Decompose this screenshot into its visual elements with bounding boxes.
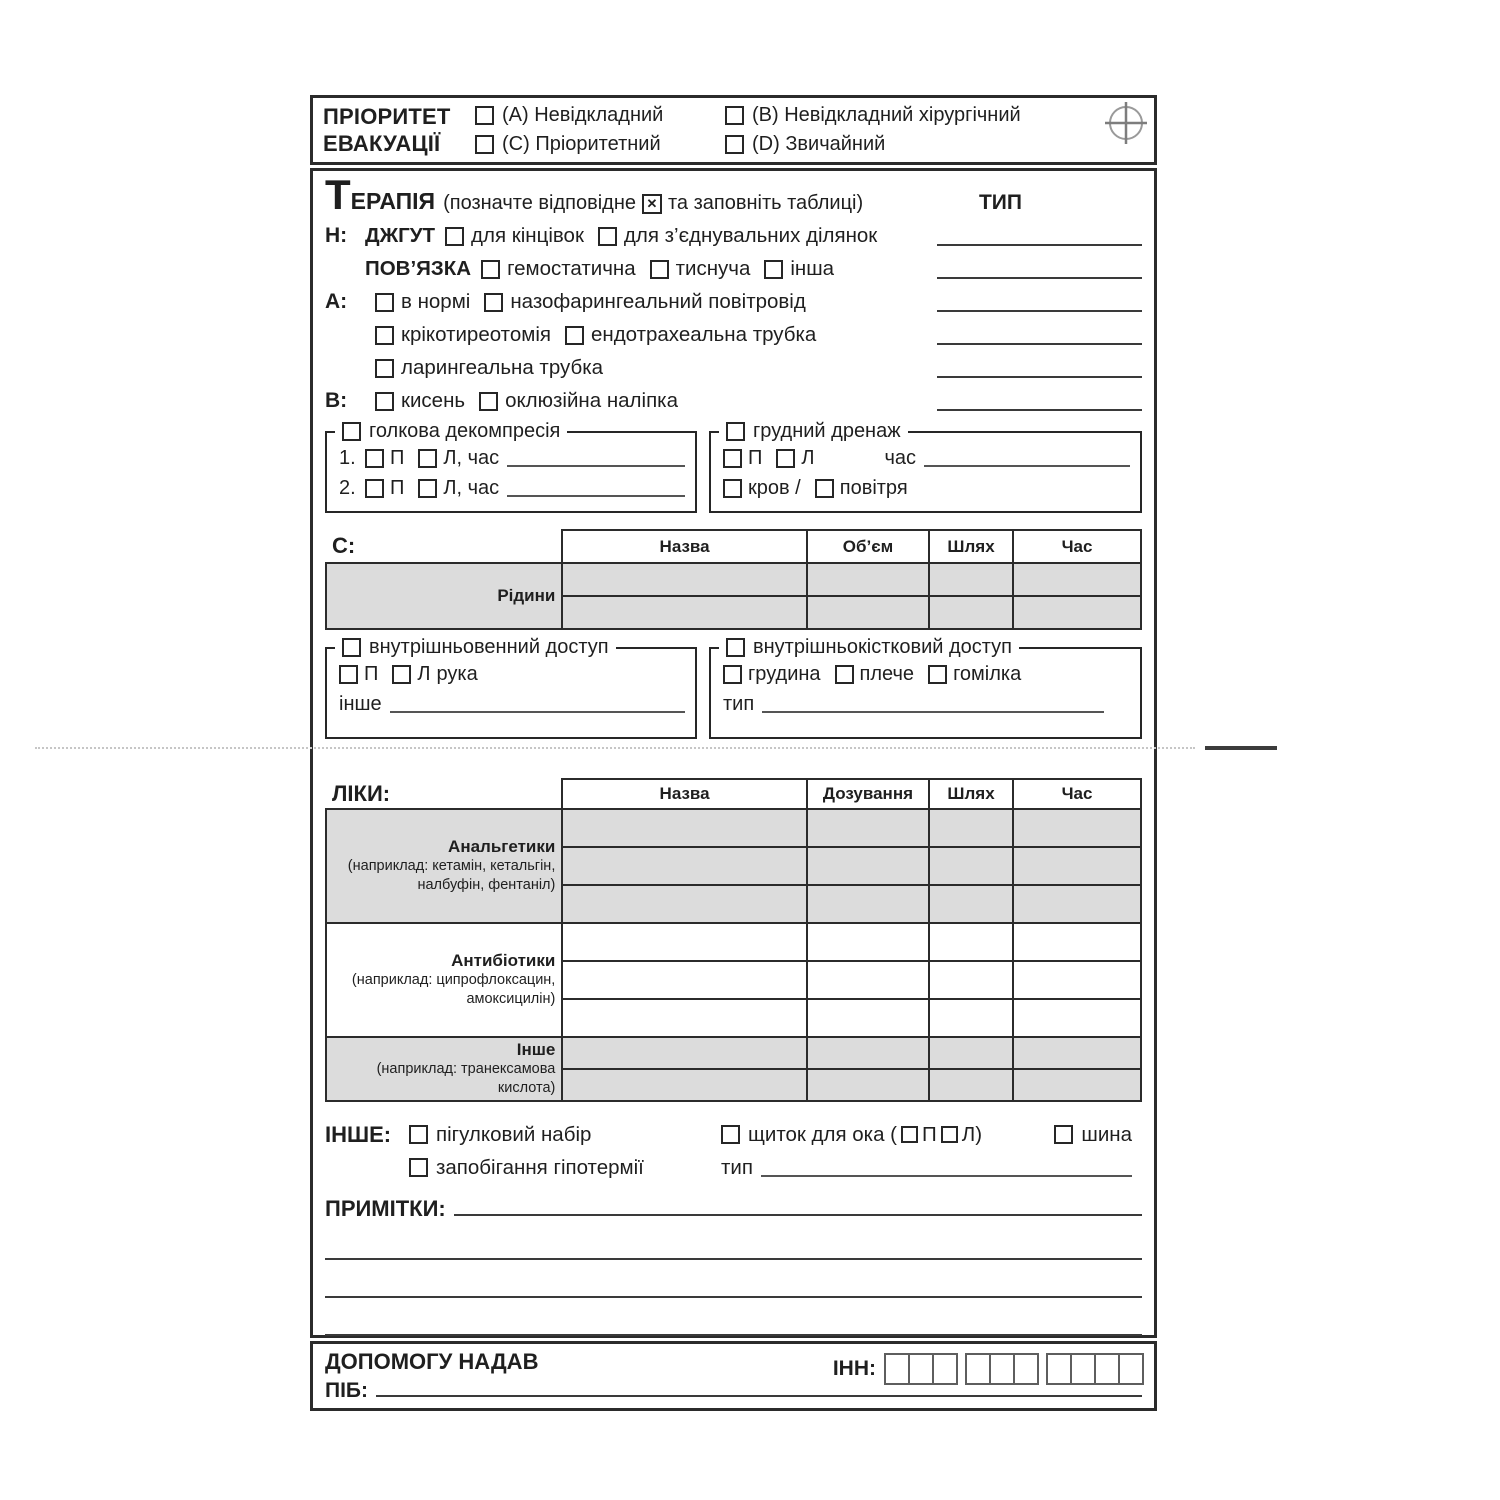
other-type-writein-line[interactable] (761, 1159, 1132, 1177)
therapy-title-note (443, 192, 863, 215)
fluids2-route-cell[interactable] (929, 596, 1013, 629)
othermed2-name-cell[interactable] (562, 1069, 807, 1101)
antibiotics-label-cell (326, 923, 562, 1037)
therapy-note-pre: (позначте відповідне (443, 192, 636, 214)
iv-access-label: внутрішньовенний доступ (369, 636, 609, 658)
checkbox-priority-d[interactable] (725, 135, 744, 154)
meds-col-route: Шлях (929, 779, 1013, 809)
checkbox-drain-air[interactable] (815, 479, 834, 498)
antibiotic1-name-cell[interactable] (562, 923, 807, 961)
aid-provided-label: ДОПОМОГУ НАДАВ (325, 1349, 539, 1374)
a-row-3 (325, 351, 1142, 384)
othermed-label-cell (326, 1037, 562, 1101)
io-access-box (709, 636, 1142, 739)
inn-digit-box[interactable] (1013, 1353, 1039, 1385)
notes-writein-line-2[interactable] (325, 1222, 1142, 1260)
checkbox-airway-normal[interactable] (375, 293, 394, 312)
checkbox-endotracheal-tube[interactable] (565, 326, 584, 345)
therapy-note-post: та заповніть таблиці) (668, 192, 864, 214)
needle-row-2 (339, 473, 685, 503)
needle1-left-time-label: Л, час (443, 446, 500, 469)
checkbox-oxygen[interactable] (375, 392, 394, 411)
checkbox-needle-decompression[interactable] (342, 422, 361, 441)
needle-row-1 (339, 443, 685, 473)
checkbox-eye-shield-right[interactable] (901, 1126, 918, 1143)
airway-normal-label: в нормі (401, 289, 471, 313)
iv-access-box (325, 636, 697, 739)
checkbox-iv-access[interactable] (342, 638, 361, 657)
antibiotic1-route-cell[interactable] (929, 923, 1013, 961)
meds-col-time: Час (1013, 779, 1141, 809)
chest-drain-box (709, 420, 1142, 513)
needle-row2-number: 2. (339, 476, 356, 499)
antibiotic2-route-cell[interactable] (929, 961, 1013, 999)
oxygen-label: кисень (401, 388, 466, 412)
checkbox-iv-right[interactable] (339, 665, 358, 684)
type-column-header: ТИП (978, 191, 1022, 214)
checkbox-priority-c[interactable] (475, 135, 494, 154)
othermed1-time-cell[interactable] (1013, 1037, 1141, 1069)
inn-boxes-group-3 (1046, 1353, 1144, 1385)
c-table-header-row (326, 530, 1141, 563)
analgesic3-time-cell[interactable] (1013, 885, 1141, 923)
notes-writein-line-1[interactable] (454, 1196, 1142, 1216)
notes-section (325, 1196, 1142, 1336)
checkbox-laryngeal-tube[interactable] (375, 359, 394, 378)
b-row (325, 384, 1142, 417)
notes-label: ПРИМІТКИ: (325, 1196, 446, 1221)
inn-digit-box[interactable] (1070, 1353, 1096, 1385)
needle-decompression-label: голкова декомпресія (369, 420, 561, 442)
io-row-2 (723, 689, 1130, 719)
checkbox-drain-left[interactable] (776, 449, 795, 468)
evacuation-priority-section (310, 95, 1157, 165)
h-bandage-row (325, 252, 1142, 285)
pib-label: ПІБ: (325, 1379, 369, 1403)
priority-option-d (725, 130, 1021, 159)
h-tourniquet-row (325, 219, 1142, 252)
therapy-title: ЕРАПІЯ (350, 188, 436, 214)
iv-row-2 (339, 689, 685, 719)
analgesics-label-cell (326, 809, 562, 923)
checkbox-bandage-pressure[interactable] (650, 260, 669, 279)
io-access-legend (719, 636, 1019, 659)
analgesic2-name-cell[interactable] (562, 847, 807, 885)
eye-shield-item (721, 1123, 1054, 1147)
analgesic3-route-cell[interactable] (929, 885, 1013, 923)
checkbox-io-shoulder[interactable] (835, 665, 854, 684)
laryngeal-tube-label: ларингеальна трубка (401, 355, 604, 379)
needle1-right-label: П (390, 446, 405, 469)
inn-digit-box[interactable] (932, 1353, 958, 1385)
checkbox-eye-shield-left[interactable] (941, 1126, 958, 1143)
checkbox-needle2-left[interactable] (418, 479, 437, 498)
splint-label: шина (1081, 1122, 1132, 1146)
iv-other-label: інше (339, 692, 382, 715)
io-type-writein-line[interactable] (762, 695, 1104, 713)
inn-row (833, 1353, 1144, 1385)
cricothyrotomy-label: крікотиреотомія (401, 322, 551, 346)
priority-option-b-label: (B) Невідкладний хірургічний (752, 104, 1021, 126)
inn-digit-box[interactable] (965, 1353, 991, 1385)
othermed2-time-cell[interactable] (1013, 1069, 1141, 1101)
iv-arm-label: рука (436, 662, 478, 685)
io-type-label: тип (723, 692, 755, 715)
fluids1-volume-cell[interactable] (807, 563, 929, 596)
nasopharyngeal-airway-label: назофарингеальний повітровід (510, 289, 806, 313)
inn-digit-box[interactable] (884, 1353, 910, 1385)
notes-writein-line-3[interactable] (325, 1260, 1142, 1298)
checkbox-drain-right[interactable] (723, 449, 742, 468)
checkbox-io-shin[interactable] (928, 665, 947, 684)
othermed2-dose-cell[interactable] (807, 1069, 929, 1101)
aid-provider-section (310, 1341, 1157, 1411)
analgesic2-dose-cell[interactable] (807, 847, 929, 885)
iv-other-writein-line[interactable] (390, 695, 685, 713)
io-shoulder-label: плече (859, 662, 915, 685)
io-access-label: внутрішньокістковий доступ (753, 636, 1013, 658)
checkbox-io-sternum[interactable] (723, 665, 742, 684)
checkbox-pill-pack[interactable] (409, 1125, 428, 1144)
othermed1-dose-cell[interactable] (807, 1037, 929, 1069)
antibiotic2-dose-cell[interactable] (807, 961, 929, 999)
checkbox-eye-shield[interactable] (721, 1125, 740, 1144)
other-row-2 (325, 1151, 1142, 1184)
inn-boxes-group-2 (965, 1353, 1039, 1385)
analgesics-note: (наприклад: кетамін, кетальгін, налбуфін, фентаніл) (347, 858, 556, 893)
tourniquet-type-writein-line[interactable] (937, 226, 1142, 246)
chest-drain-row-1 (723, 443, 1130, 473)
fluids1-name-cell[interactable] (562, 563, 807, 596)
analgesic1-name-cell[interactable] (562, 809, 807, 847)
casualty-care-form (310, 95, 1157, 1411)
othermed-row-1 (326, 1037, 1141, 1069)
checkbox-needle1-left[interactable] (418, 449, 437, 468)
needle-row1-number: 1. (339, 446, 356, 469)
other-row-1 (325, 1118, 1142, 1151)
checkbox-chest-drain[interactable] (726, 422, 745, 441)
a-row-2 (325, 318, 1142, 351)
drain-time-writein-line[interactable] (924, 449, 1130, 467)
needle-decompression-box (325, 420, 697, 513)
othermed-title: Інше (516, 1040, 556, 1060)
inn-boxes-group-1 (884, 1353, 958, 1385)
tourniquet-junctional-label: для з’єднувальних ділянок (623, 223, 878, 247)
needle2-left-time-label: Л, час (443, 476, 500, 499)
airway-type-writein-line-3[interactable] (937, 358, 1142, 378)
other-type-label: тип (721, 1155, 753, 1179)
meds-header-row (326, 779, 1141, 809)
chest-drain-row-2 (723, 473, 1130, 503)
priority-option-c (475, 130, 725, 159)
c-prefix: C: (326, 530, 562, 563)
analgesics-title: Анальгетики (448, 837, 556, 857)
b-prefix: B: (325, 388, 348, 412)
othermed1-name-cell[interactable] (562, 1037, 807, 1069)
drain-blood-label: кров / (748, 476, 801, 499)
fluids2-name-cell[interactable] (562, 596, 807, 629)
io-sternum-label: грудина (748, 662, 821, 685)
airway-type-writein-line-2[interactable] (937, 325, 1142, 345)
priority-title-line2: ЕВАКУАЦІЇ (323, 131, 441, 156)
needle2-time-writein-line[interactable] (507, 479, 685, 497)
priority-options (475, 101, 1021, 159)
analgesics-row-1 (326, 809, 1141, 847)
antibiotics-row-1 (326, 923, 1141, 961)
chest-drain-label: грудний дренаж (753, 420, 901, 442)
checkbox-priority-b[interactable] (725, 106, 744, 125)
inn-digit-box[interactable] (1118, 1353, 1144, 1385)
antibiotic3-dose-cell[interactable] (807, 999, 929, 1037)
checked-checkbox-icon: ✕ (642, 194, 662, 214)
checkbox-drain-blood[interactable] (723, 479, 742, 498)
antibiotic2-name-cell[interactable] (562, 961, 807, 999)
c-col-time: Час (1013, 530, 1141, 563)
checkbox-bandage-hemostatic[interactable] (481, 260, 500, 279)
antibiotics-title: Антибіотики (451, 951, 556, 971)
priority-title-line1: ПРІОРИТЕТ (323, 103, 451, 129)
pill-pack-item (409, 1123, 721, 1147)
analgesic2-time-cell[interactable] (1013, 847, 1141, 885)
fluids1-time-cell[interactable] (1013, 563, 1141, 596)
iv-access-legend (335, 636, 616, 659)
analgesic1-dose-cell[interactable] (807, 809, 929, 847)
c-col-volume: Об’єм (807, 530, 929, 563)
tourniquet-limbs-label: для кінцівок (471, 223, 584, 247)
antibiotic3-route-cell[interactable] (929, 999, 1013, 1037)
priority-option-d-label: (D) Звичайний (752, 133, 886, 155)
antibiotic3-name-cell[interactable] (562, 999, 807, 1037)
occlusive-dressing-label: оклюзійна наліпка (505, 388, 678, 412)
antibiotic1-time-cell[interactable] (1013, 923, 1141, 961)
eye-shield-left-label: Л (961, 1122, 976, 1146)
endotracheal-tube-label: ендотрахеальна трубка (590, 322, 817, 346)
checkbox-tourniquet-junctional[interactable] (598, 227, 617, 246)
analgesic3-name-cell[interactable] (562, 885, 807, 923)
bandage-label: ПОВ’ЯЗКА (365, 256, 472, 280)
splint-item (1054, 1123, 1132, 1147)
perforation-solid-mark (1205, 746, 1277, 750)
a-row-1 (325, 285, 1142, 318)
othermed2-route-cell[interactable] (929, 1069, 1013, 1101)
needle-decompression-legend (335, 420, 567, 443)
inn-digit-box[interactable] (908, 1353, 934, 1385)
checkbox-occlusive-dressing[interactable] (479, 392, 498, 411)
c-col-name: Назва (562, 530, 807, 563)
inn-digit-box[interactable] (1094, 1353, 1120, 1385)
meds-col-name: Назва (562, 779, 807, 809)
antibiotic3-time-cell[interactable] (1013, 999, 1141, 1037)
tourniquet-label: ДЖГУТ (365, 223, 436, 247)
fluids2-time-cell[interactable] (1013, 596, 1141, 629)
analgesic2-route-cell[interactable] (929, 847, 1013, 885)
bandage-other-label: інша (790, 256, 835, 280)
medications-table (325, 778, 1142, 1102)
checkbox-cricothyrotomy[interactable] (375, 326, 394, 345)
checkbox-bandage-other[interactable] (764, 260, 783, 279)
airway-type-writein-line-1[interactable] (937, 292, 1142, 312)
hypothermia-prevention-label: запобігання гіпотермії (436, 1155, 644, 1179)
iv-right-label: П (364, 662, 379, 685)
c-table-row-1 (326, 563, 1141, 596)
priority-option-b (725, 101, 1021, 130)
othermed-note: (наприклад: транексамова кислота) (376, 1061, 556, 1096)
h-prefix: H: (325, 223, 348, 247)
checkbox-io-access[interactable] (726, 638, 745, 657)
antibiotic1-dose-cell[interactable] (807, 923, 929, 961)
iv-left-label: Л (417, 662, 431, 685)
notes-label-row (325, 1196, 1142, 1222)
b-detail-boxes (325, 420, 1142, 513)
priority-option-a-label: (A) Невідкладний (502, 104, 664, 126)
inn-label: ІНН: (832, 1357, 876, 1380)
inn-digit-box[interactable] (989, 1353, 1015, 1385)
analgesic1-route-cell[interactable] (929, 809, 1013, 847)
vascular-access-boxes (325, 636, 1142, 739)
eye-shield-label: щиток для ока ( (748, 1122, 898, 1146)
analgesic1-time-cell[interactable] (1013, 809, 1141, 847)
other-section-label: ІНШЕ: (325, 1121, 392, 1147)
circulation-fluids-table (325, 529, 1142, 630)
registration-crosshair-icon (1102, 99, 1150, 147)
checkbox-needle2-right[interactable] (365, 479, 384, 498)
drain-air-label: повітря (839, 476, 908, 499)
breathing-type-writein-line[interactable] (937, 391, 1142, 411)
needle2-right-label: П (390, 476, 405, 499)
bandage-type-writein-line[interactable] (937, 259, 1142, 279)
c-col-route: Шлях (929, 530, 1013, 563)
priority-option-c-label: (C) Пріоритетний (502, 133, 661, 155)
fluids-label-cell (326, 563, 562, 629)
meds-col-dose: Дозування (807, 779, 929, 809)
fluids-label: Рідини (497, 586, 556, 605)
eye-shield-label-close: ) (975, 1122, 983, 1146)
priority-option-a (475, 101, 725, 130)
drain-right-label: П (748, 446, 763, 469)
perforation-dotted-line (35, 747, 1195, 749)
needle1-time-writein-line[interactable] (507, 449, 685, 467)
evacuation-priority-title (323, 103, 475, 158)
checkbox-priority-a[interactable] (475, 106, 494, 125)
bandage-pressure-label: тиснуча (675, 256, 751, 280)
checkbox-splint[interactable] (1054, 1125, 1073, 1144)
iv-row-1 (339, 659, 685, 689)
othermed1-route-cell[interactable] (929, 1037, 1013, 1069)
bandage-hemostatic-label: гемостатична (507, 256, 636, 280)
io-row-1 (723, 659, 1130, 689)
checkbox-tourniquet-limbs[interactable] (445, 227, 464, 246)
meds-label: ЛІКИ: (326, 779, 562, 809)
a-prefix: A: (325, 289, 348, 313)
fluids2-volume-cell[interactable] (807, 596, 929, 629)
io-shin-label: гомілка (953, 662, 1022, 685)
pill-pack-label: пігулковий набір (436, 1122, 592, 1146)
therapy-section (310, 168, 1157, 1338)
checkbox-nasopharyngeal-airway[interactable] (484, 293, 503, 312)
eye-shield-right-label: П (922, 1122, 937, 1146)
drain-time-label: час (884, 446, 917, 469)
drain-left-label: Л (801, 446, 815, 469)
antibiotic2-time-cell[interactable] (1013, 961, 1141, 999)
therapy-title-dropcap: Т (325, 171, 351, 218)
hypothermia-item (409, 1156, 721, 1180)
fluids1-route-cell[interactable] (929, 563, 1013, 596)
notes-writein-line-4[interactable] (325, 1298, 1142, 1336)
analgesic3-dose-cell[interactable] (807, 885, 929, 923)
checkbox-needle1-right[interactable] (365, 449, 384, 468)
therapy-title-row (325, 171, 1142, 219)
checkbox-iv-left[interactable] (392, 665, 411, 684)
checkbox-hypothermia-prevention[interactable] (409, 1158, 428, 1177)
chest-drain-legend (719, 420, 908, 443)
antibiotics-note: (наприклад: ципрофлоксацин, амоксицилін) (351, 972, 556, 1007)
inn-digit-box[interactable] (1046, 1353, 1072, 1385)
